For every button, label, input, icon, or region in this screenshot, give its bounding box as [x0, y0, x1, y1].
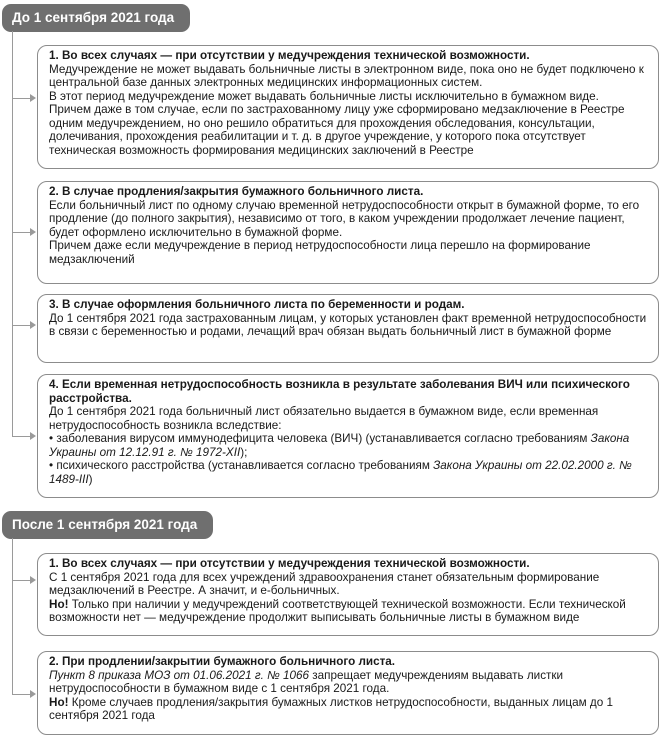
law-reference: Закона Украины от 22.02.2000 г. № 1489-III — [49, 459, 632, 486]
section-label-before: До 1 сентября 2021 года — [2, 4, 190, 32]
connector-branch — [12, 694, 30, 695]
box-title: 3. В случае оформления больничного листа по беременности и родам. — [49, 298, 465, 311]
box-text: Причем даже если медучреждение в период нетрудоспособности лица перешло на формирование медзаключений — [49, 239, 591, 266]
arrow-right-icon — [30, 228, 36, 236]
arrow-right-icon — [30, 576, 36, 584]
box-text: Если больничный лист по одному случаю временной нетрудоспособности открыт в бумажной форме, то его продление (до полного закрытия), независимо от того, в каком учреждении продолжает лечение пациент, будет оформлено исключительно в бумажной форме. — [49, 198, 640, 239]
connector-branch — [12, 325, 30, 326]
connector-branch — [12, 98, 30, 99]
connector-branch — [12, 232, 30, 233]
connector-branch — [12, 580, 30, 581]
box-text: В этот период медучреждение может выдавать больничные листы исключительно в бумажном виде. — [49, 89, 599, 103]
box-title: 2. При продлении/закрытии бумажного больничного листа. — [49, 655, 396, 668]
connector-trunk-after — [12, 538, 13, 694]
box-text: До 1 сентября 2021 года застрахованным лицам, у которых установлен факт временной нетрудоспособности в связи с беременностью и родами, лечащий врач обязан выдать больничный лист в бумажной форме — [49, 311, 647, 338]
law-reference: Пункт 8 приказа МОЗ от 01.06.2021 г. № 1066 — [49, 668, 310, 682]
box-text: Причем даже в том случае, если по застрахованному лицу уже сформировано медзаключение в Реестре одним медучреждением, но оно решило обратиться для прохождения обследования, консультации, долечивания, прохождения реабилитации и т. д. в другое учреждение, у которого пока отсутствует техническая возможность формирования медицинских заключений в Реестре — [49, 103, 625, 157]
box-text: До 1 сентября 2021 года больничный лист обязательно выдается в бумажном виде, если временная нетрудоспособность возникла вследствие: — [49, 405, 599, 432]
box-text: Но! Только при наличии у медучреждений соответствующей технической возможности. Если технической возможности нет — медучреждение продолжит выписывать больничные листы в бумажном виде — [49, 597, 626, 624]
box-title: 4. Если временная нетрудоспособность возникла в результате заболевания ВИЧ или психического расстройства. — [49, 378, 630, 405]
box-title: 2. В случае продления/закрытия бумажного больничного листа. — [49, 185, 424, 198]
arrow-right-icon — [30, 321, 36, 329]
connector-trunk-before — [12, 31, 13, 436]
box-before-4 — [37, 374, 659, 498]
box-text: С 1 сентября 2021 года для всех учреждений здравоохранения станет обязательным формирование медзаключений в Реестре. А значит, и е-больничных. — [49, 570, 600, 597]
arrow-right-icon — [30, 432, 36, 440]
box-before-2 — [37, 181, 659, 284]
box-text: Но! Кроме случаев продления/закрытия бумажных листков нетрудоспособности, выданных лицам до 1 сентября 2021 года — [49, 695, 613, 722]
arrow-right-icon — [30, 690, 36, 698]
box-title: 1. Во всех случаях — при отсутствии у медучреждения технической возможности. — [49, 557, 530, 570]
box-before-3 — [37, 294, 659, 363]
box-text: Медучреждение не может выдавать больничные листы в электронном виде, пока оно не будет подключено к центральной базе данных электронных медицинских информационных систем. — [49, 62, 644, 89]
box-after-1 — [37, 553, 659, 636]
bullet-item: • заболевания вирусом иммунодефицита человека (ВИЧ) (устанавливается согласно требованиям Закона Украины от 12.12.91 г. № 1972-XII); — [49, 432, 630, 459]
box-title: 1. Во всех случаях — при отсутствии у медучреждения технической возможности. — [49, 49, 530, 62]
box-text: Пункт 8 приказа МОЗ от 01.06.2021 г. № 1066 запрещает медучреждениям выдавать листки нетрудоспособности в бумажном виде с 1 сентября 2021 года. — [49, 668, 564, 695]
bullet-item: • психического расстройства (устанавливается согласно требованиям Закона Украины от 22.02.2000 г. № 1489-III) — [49, 459, 632, 486]
section-label-after: После 1 сентября 2021 года — [2, 511, 213, 539]
box-after-2 — [37, 651, 659, 735]
law-reference: Закона Украины от 12.12.91 г. № 1972-XII — [49, 432, 630, 459]
arrow-right-icon — [30, 94, 36, 102]
connector-branch — [12, 436, 30, 437]
box-before-1 — [37, 45, 659, 169]
